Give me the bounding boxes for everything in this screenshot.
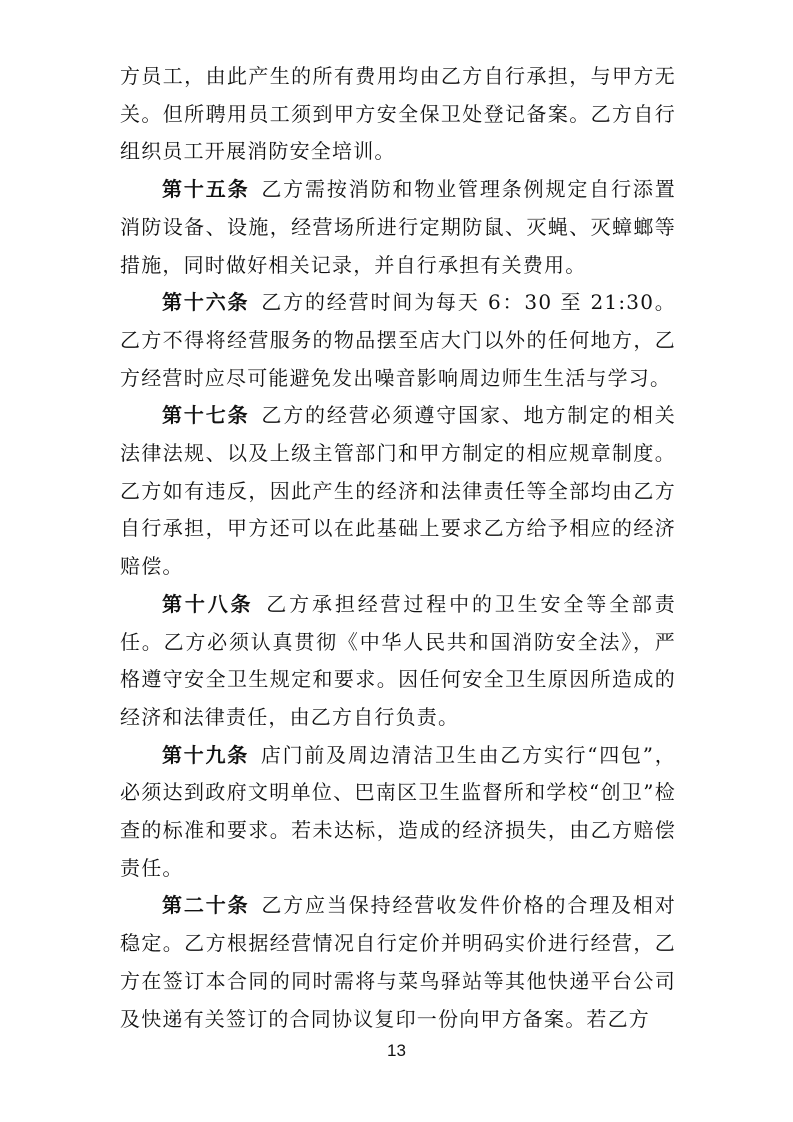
article-15-label: 第十五条 <box>162 177 250 202</box>
continuation-paragraph: 方员工，由此产生的所有费用均由乙方自行承担，与甲方无关。但所聘用员工须到甲方安全保卫处登记备案。乙方自行组织员工开展消防安全培训。 <box>120 64 676 164</box>
article-19-label: 第十九条 <box>162 742 250 767</box>
article-20 <box>120 887 676 1038</box>
article-18-text: 乙方承担经营过程中的卫生安全等全部责任。乙方必须认真贯彻《中华人民共和国消防安全法》，严格遵守安全卫生规定和要求。因任何安全卫生原因所造成的经济和法律责任，由乙方自行负责。 <box>120 591 676 729</box>
article-17 <box>120 397 676 586</box>
article-17-label: 第十七条 <box>162 403 250 428</box>
article-15-text: 乙方需按消防和物业管理条例规定自行添置消防设备、设施，经营场所进行定期防鼠、灭蝇、灭蟑螂等措施，同时做好相关记录，并自行承担有关费用。 <box>120 177 676 277</box>
article-15 <box>120 171 676 284</box>
article-20-text: 乙方应当保持经营收发件价格的合理及相对稳定。乙方根据经营情况自行定价并明码实价进行经营，乙方在签订本合同的同时需将与菜鸟驿站等其他快递平台公司及快递有关签订的合同协议复印一份向甲方备案。若乙方 <box>120 893 676 1031</box>
article-17-text: 乙方的经营必须遵守国家、地方制定的相关法律法规、以及上级主管部门和甲方制定的相应规章制度。乙方如有违反，因此产生的经济和法律责任等全部均由乙方自行承担，甲方还可以在此基础上要求乙方给予相应的经济赔偿。 <box>120 403 676 579</box>
article-16 <box>120 284 676 397</box>
page-number: 13 <box>387 1041 406 1060</box>
article-16-text: 乙方的经营时间为每天 6：30 至 21:30。乙方不得将经营服务的物品摆至店大门以外的任何地方，乙方经营时应尽可能避免发出噪音影响周边师生生活与学习。 <box>120 290 676 390</box>
article-19-text: 店门前及周边清洁卫生由乙方实行“四包”，必须达到政府文明单位、巴南区卫生监督所和学校“创卫”检查的标准和要求。若未达标，造成的经济损失，由乙方赔偿责任。 <box>120 742 676 880</box>
article-16-label: 第十六条 <box>162 290 250 315</box>
article-20-label: 第二十条 <box>162 893 250 918</box>
document-body <box>120 58 676 1038</box>
article-19 <box>120 737 676 888</box>
article-18-label: 第十八条 <box>162 591 254 616</box>
article-18 <box>120 586 676 737</box>
